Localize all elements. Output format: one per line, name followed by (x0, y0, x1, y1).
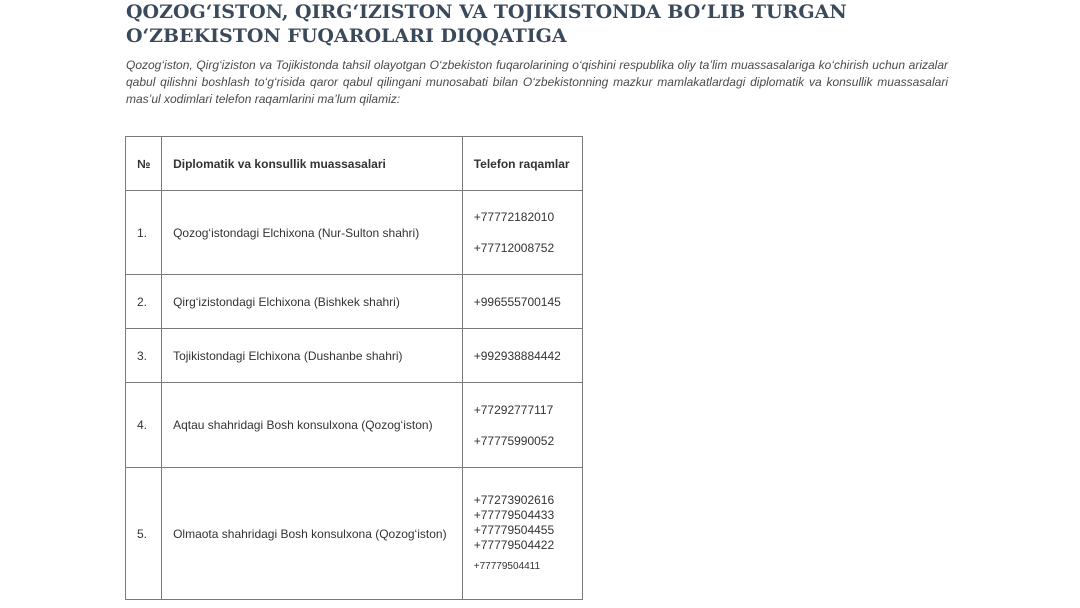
row-number: 1. (126, 191, 162, 275)
row-phones (462, 468, 582, 600)
row-phones (462, 329, 582, 383)
page-title: QOZOG‘ISTON, QIRG‘IZISTON VA TOJIKISTONDA BO‘LIB TURGAN O‘ZBEKISTON FUQAROLARI DIQQATIGA (126, 1, 847, 47)
phone-number[interactable]: +996555700145 (473, 294, 561, 309)
phone-number[interactable]: +77712008752 (473, 241, 555, 255)
table-header-row (126, 137, 583, 191)
row-number: 2. (126, 275, 162, 329)
intro-paragraph: Qozog‘iston, Qirg‘iziston va Tojikistonda tahsil olayotgan O‘zbekiston fuqarolarining o‘qishini respublika oliy ta’lim muassasalariga ko‘chirish uchun arizalar qabul qilishni boshlash to‘g‘risida qaror qabul qilingani munosabati bilan O‘zbekistonning mazkur mamlakatlardagi diplomatik va konsullik muassasalari mas’ul xodimlari telefon raqamlarini ma’lum qilamiz: (126, 58, 948, 106)
row-institution: Qirg‘izistondagi Elchixona (Bishkek shahri) (162, 275, 463, 329)
header-number: № (126, 137, 162, 191)
row-phones (462, 191, 582, 275)
phone-number[interactable]: +77292777117 (473, 402, 554, 417)
row-institution: Tojikistondagi Elchixona (Dushanbe shahri) (162, 329, 463, 383)
phone-number[interactable]: +77775990052 (473, 433, 555, 448)
phone-number[interactable]: +77779504422 (473, 538, 555, 552)
row-institution: Qozog‘istondagi Elchixona (Nur-Sulton shahri) (162, 191, 463, 275)
contacts-table (125, 136, 583, 600)
row-number: 4. (126, 383, 162, 468)
table-row (126, 275, 583, 329)
table-row (126, 468, 583, 600)
row-institution: Olmaota shahridagi Bosh konsulxona (Qozog‘iston) (162, 468, 463, 600)
phone-number[interactable]: +77273902616 (473, 493, 555, 507)
phone-number[interactable]: +77772182010 (473, 210, 555, 224)
table-row (126, 191, 583, 275)
phone-number[interactable]: +77779504411 (473, 561, 541, 572)
phone-number[interactable]: +77779504455 (473, 523, 555, 537)
header-institution: Diplomatik va konsullik muassasalari (162, 137, 463, 191)
phone-number[interactable]: +77779504433 (473, 508, 555, 522)
table-row (126, 383, 583, 468)
row-number: 5. (126, 468, 162, 600)
row-phones (462, 383, 582, 468)
phone-number[interactable]: +992938884442 (473, 348, 561, 363)
row-phones (462, 275, 582, 329)
table-row (126, 329, 583, 383)
header-phones: Telefon raqamlar (462, 137, 582, 191)
row-institution: Aqtau shahridagi Bosh konsulxona (Qozog‘iston) (162, 383, 463, 468)
row-number: 3. (126, 329, 162, 383)
